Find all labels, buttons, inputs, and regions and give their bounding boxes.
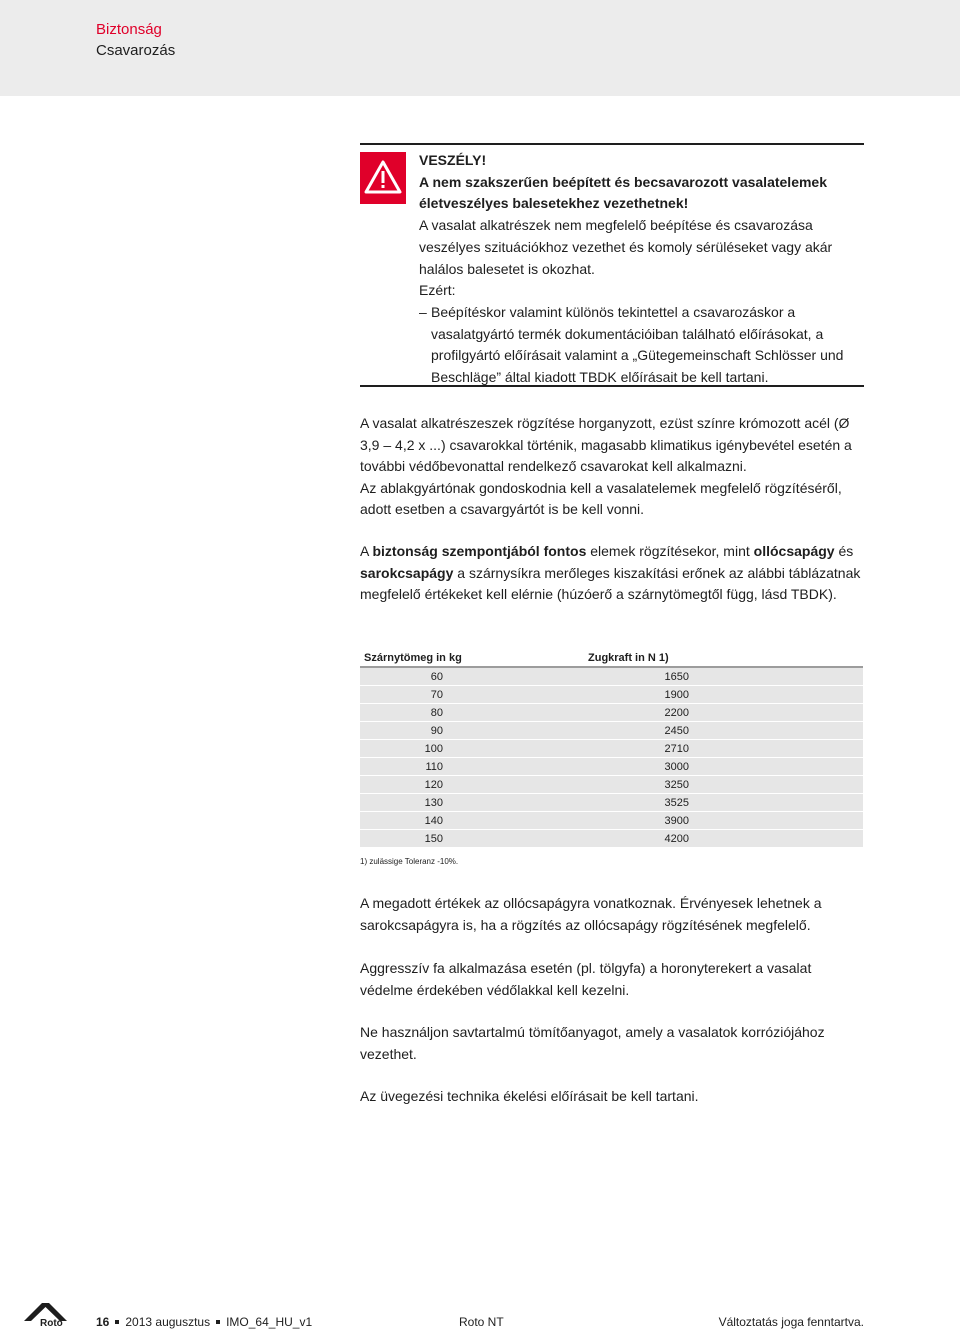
footer-product: Roto NT: [459, 1315, 504, 1329]
warning-ezert: Ezért:: [419, 282, 456, 299]
table-cell: 150: [360, 830, 584, 848]
table-cell: 1650: [584, 667, 863, 686]
table-row: [360, 722, 863, 740]
table-cell: 140: [360, 812, 584, 830]
warning-list-item: – Beépítéskor valamint különös tekintettel a csavarozáskor a vasalatgyártó termék dokumentációiban található előírásokat, a profilgyártó előírásait valamint a „Gütegemeinschaft Schlösser und Beschläge” által kiadott TBDK előírásait be kell tartani.: [419, 303, 844, 386]
paragraph-screws-text: A vasalat alkatrészeszek rögzítése horganyzott, ezüst színre krómozott acél (Ø 3,9 – 4,2 x ...) csavarokkal történik, magasabb klimatikus igénybevétel esetén a további védőbevonattal rendelkező csavarokat kell alkalmazni.: [360, 415, 852, 474]
table-row: [360, 740, 863, 758]
table-cell: 3525: [584, 794, 863, 812]
table-header-row: [360, 649, 863, 667]
table-header-force: Zugkraft in N 1): [584, 649, 863, 667]
warning-list: [419, 302, 864, 389]
table-cell: 120: [360, 776, 584, 794]
table-row: [360, 776, 863, 794]
pull-force-table: [360, 649, 863, 848]
table-cell: 2200: [584, 704, 863, 722]
paragraph-safety: [360, 541, 864, 606]
section-title: Biztonság: [96, 21, 162, 38]
table-header-weight: Szárnytömeg in kg: [360, 649, 584, 667]
table-cell: 130: [360, 794, 584, 812]
table-row: [360, 812, 863, 830]
table-cell: 90: [360, 722, 584, 740]
footer-doc-id: IMO_64_HU_v1: [226, 1315, 313, 1329]
footer-date: 2013 augusztus: [125, 1315, 211, 1329]
table-cell: 3250: [584, 776, 863, 794]
table-row: [360, 794, 863, 812]
paragraph-safety-b2: ollócsapágy: [753, 543, 835, 559]
table-cell: 1900: [584, 686, 863, 704]
table-cell: 2710: [584, 740, 863, 758]
warning-triangle-icon: [360, 152, 406, 204]
separator-square-icon: [216, 1320, 220, 1324]
footer-rights: Változtatás joga fenntartva.: [718, 1315, 864, 1329]
roto-logo: [22, 1299, 74, 1327]
table-cell: 70: [360, 686, 584, 704]
paragraph-safety-b3: sarokcsapágy: [360, 564, 454, 581]
table-cell: 110: [360, 758, 584, 776]
paragraph-manufacturer: Az ablakgyártónak gondoskodnia kell a vasalatelemek megfelelő rögzítéséről, adott esetben a csavargyártót is be kell vonni.: [360, 479, 842, 517]
table-row: [360, 686, 863, 704]
warning-body: A vasalat alkatrészek nem megfelelő beépítése és csavarozása veszélyes szituációkhoz vezethet és komoly sérüléseket vagy akár halálos balesetet is okozhat.: [419, 217, 833, 277]
paragraph-safety-a: A: [360, 543, 373, 559]
page-number: 16: [96, 1315, 110, 1329]
table-row: [360, 830, 863, 848]
table-row: [360, 704, 863, 722]
roto-logo-text: Roto: [40, 1318, 63, 1327]
paragraph-safety-c: elemek rögzítésekor, mint: [586, 543, 754, 559]
warning-text: [419, 150, 864, 389]
table-row: [360, 667, 863, 686]
paragraph-aggressive-wood: Aggresszív fa alkalmazása esetén (pl. tölgyfa) a horonyterekert a vasalat védelme érdekében védőlakkal kell kezelni.: [360, 960, 812, 998]
paragraph-safety-d: és: [834, 543, 854, 559]
warning-heading: A nem szakszerűen beépített és becsavarozott vasalatelemek életveszélyes balesetekhez vezethetnek!: [419, 173, 828, 212]
table-cell: 2450: [584, 722, 863, 740]
table-cell: 4200: [584, 830, 863, 848]
warning-title: VESZÉLY!: [419, 152, 487, 168]
paragraph-glazing: Az üvegezési technika ékelési előírásait be kell tartani.: [360, 1088, 699, 1104]
paragraph-values: A megadott értékek az ollócsapágyra vonatkoznak. Érvényesek lehetnek a sarokcsapágyra is, ha a rögzítés az ollócsapágy rögzítésének megfelelő.: [360, 895, 822, 933]
table-cell: 3900: [584, 812, 863, 830]
table-cell: 100: [360, 740, 584, 758]
paragraph-safety-b1: biztonság szempontjából fontos: [372, 543, 587, 559]
paragraph-safety-e: a szárnysíkra merőleges kiszakítási erőnek az alábbi táblázatnak megfelelő értékeket kell elérnie (húzóerő a szárnytömegtől függ, lásd TBDK).: [360, 564, 861, 602]
table-footnote: 1) zulässige Toleranz -10%.: [360, 857, 459, 866]
table-row: [360, 758, 863, 776]
table-cell: 80: [360, 704, 584, 722]
warning-list-item-text: Beépítéskor valamint különös tekintettel a csavarozáskor a vasalatgyártó termék dokumentációiban található előírásokat, a profilgyártó előírásait valamint a „Gütegemeinschaft Schlösser und Beschläge” által kiadott TBDK előírásait be kell tartani.: [431, 303, 844, 386]
paragraph-screws: [360, 413, 864, 521]
table-cell: 3000: [584, 758, 863, 776]
table-cell: 60: [360, 667, 584, 686]
footer-meta: [96, 1315, 312, 1329]
subsection-title: Csavarozás: [96, 42, 176, 59]
separator-square-icon: [115, 1320, 119, 1324]
paragraph-sealant: Ne használjon savtartalmú tömítőanyagot, amely a vasalatok korróziójához vezethet.: [360, 1024, 825, 1062]
